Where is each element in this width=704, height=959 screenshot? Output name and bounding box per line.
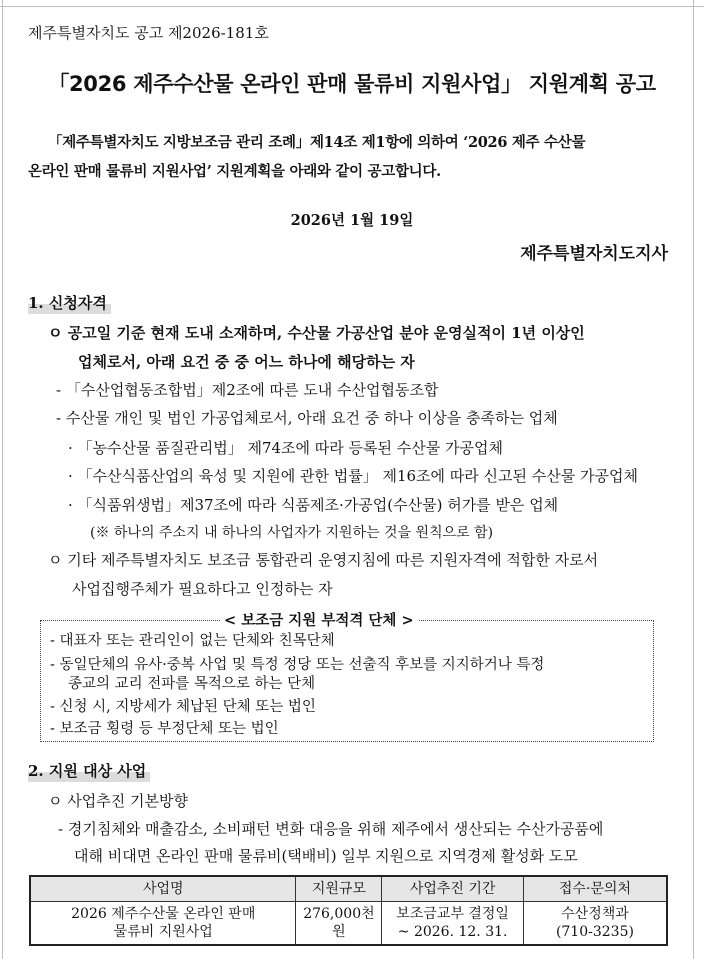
project-table — [29, 875, 668, 946]
ineligible-item-cont: 종교의 교리 전파를 목적으로 하는 단체 — [68, 676, 316, 692]
eligibility-sub-3: · 「식품위생법」제37조에 따라 식품제조·가공업(수산물) 허가를 받은 업체 — [68, 496, 559, 514]
section-2-heading: 2. 지원 대상 사업 — [28, 760, 150, 782]
issuer-name: 제주특별자치도지사 — [520, 244, 668, 264]
eligibility-bullet-2-cont: 사업집행주체가 필요하다고 인정하는 자 — [72, 580, 333, 598]
ineligible-item: - 신청 시, 지방세가 체납된 단체 또는 법인 — [50, 699, 316, 715]
intro-line-2: 온라인 판매 물류비 지원사업’ 지원계획을 아래와 같이 공고합니다. — [28, 163, 441, 180]
eligibility-dash-1: - 「수산업협동조합법」제2조에 따른 도내 수산업협동조합 — [56, 381, 439, 399]
cell-contact: 수산정책과 (710-3235) — [523, 902, 667, 946]
direction-dash-line-1: - 경기침체와 매출감소, 소비패턴 변화 대응을 위해 제주에서 생산되는 수산가공품에 — [58, 820, 604, 838]
cell-project-name: 2026 제주수산물 온라인 판매 물류비 지원사업 — [30, 902, 296, 946]
cell-period: 보조금교부 결정일 ~ 2026. 12. 31. — [382, 902, 524, 946]
header-project-name: 사업명 — [30, 876, 296, 902]
header-budget: 지원규모 — [296, 876, 382, 902]
eligibility-sub-2: · 「수산식품산업의 육성 및 지원에 관한 법률」 제16조에 따라 신고된 수산물 가공업체 — [68, 467, 638, 485]
header-period: 사업추진 기간 — [382, 876, 524, 902]
eligibility-bullet-1-cont: 업체로서, 아래 요건 중 중 어느 하나에 해당하는 자 — [78, 353, 415, 371]
ineligible-box-title: < 보조금 지원 부적격 단체 > — [220, 609, 418, 630]
intro-line-1: 「제주특별자치도 지방보조금 관리 조례」제14조 제1항에 의하여 ‘2026 제주 수산물 — [48, 134, 586, 151]
eligibility-sub-1: · 「농수산물 품질관리법」 제74조에 따라 등록된 수산물 가공업체 — [68, 439, 503, 457]
direction-dash-line-2: 대해 비대면 온라인 판매 물류비(택배비) 일부 지원으로 지역경제 활성화 도모 — [74, 847, 578, 865]
ineligible-item: - 보조금 횡령 등 부정단체 또는 법인 — [50, 721, 279, 737]
table-header-row — [30, 876, 667, 902]
eligibility-bullet-1: ㅇ 공고일 기준 현재 도내 소재하며, 수산물 가공산업 분야 운영실적이 1년 이상인 — [48, 324, 585, 342]
ineligible-item: - 동일단체의 유사·중복 사업 및 특정 정당 또는 선출직 후보를 지지하거나 특정 — [50, 657, 545, 673]
ineligible-item: - 대표자 또는 관리인이 없는 단체와 친목단체 — [50, 633, 335, 649]
document-number: 제주특별자치도 공고 제2026-181호 — [28, 24, 269, 42]
header-contact: 접수·문의처 — [523, 876, 667, 902]
cell-budget: 276,000천원 — [296, 902, 382, 946]
eligibility-bullet-2: ㅇ 기타 제주특별자치도 보조금 통합관리 운영지침에 따른 지원자격에 적합한 자로서 — [48, 551, 599, 569]
announcement-date: 2026년 1월 19일 — [290, 212, 414, 229]
document-title: 「2026 제주수산물 온라인 판매 물류비 지원사업」 지원계획 공고 — [48, 72, 656, 96]
section-1-heading: 1. 신청자격 — [28, 292, 111, 314]
table-row — [30, 902, 667, 946]
eligibility-note: (※ 하나의 주소지 내 하나의 사업자가 지원하는 것을 원칙으로 함) — [90, 525, 494, 541]
eligibility-dash-2: - 수산물 개인 및 법인 가공업체로서, 아래 요건 중 하나 이상을 충족하는 업체 — [56, 409, 558, 427]
direction-bullet: ㅇ 사업추진 기본방향 — [48, 792, 188, 810]
